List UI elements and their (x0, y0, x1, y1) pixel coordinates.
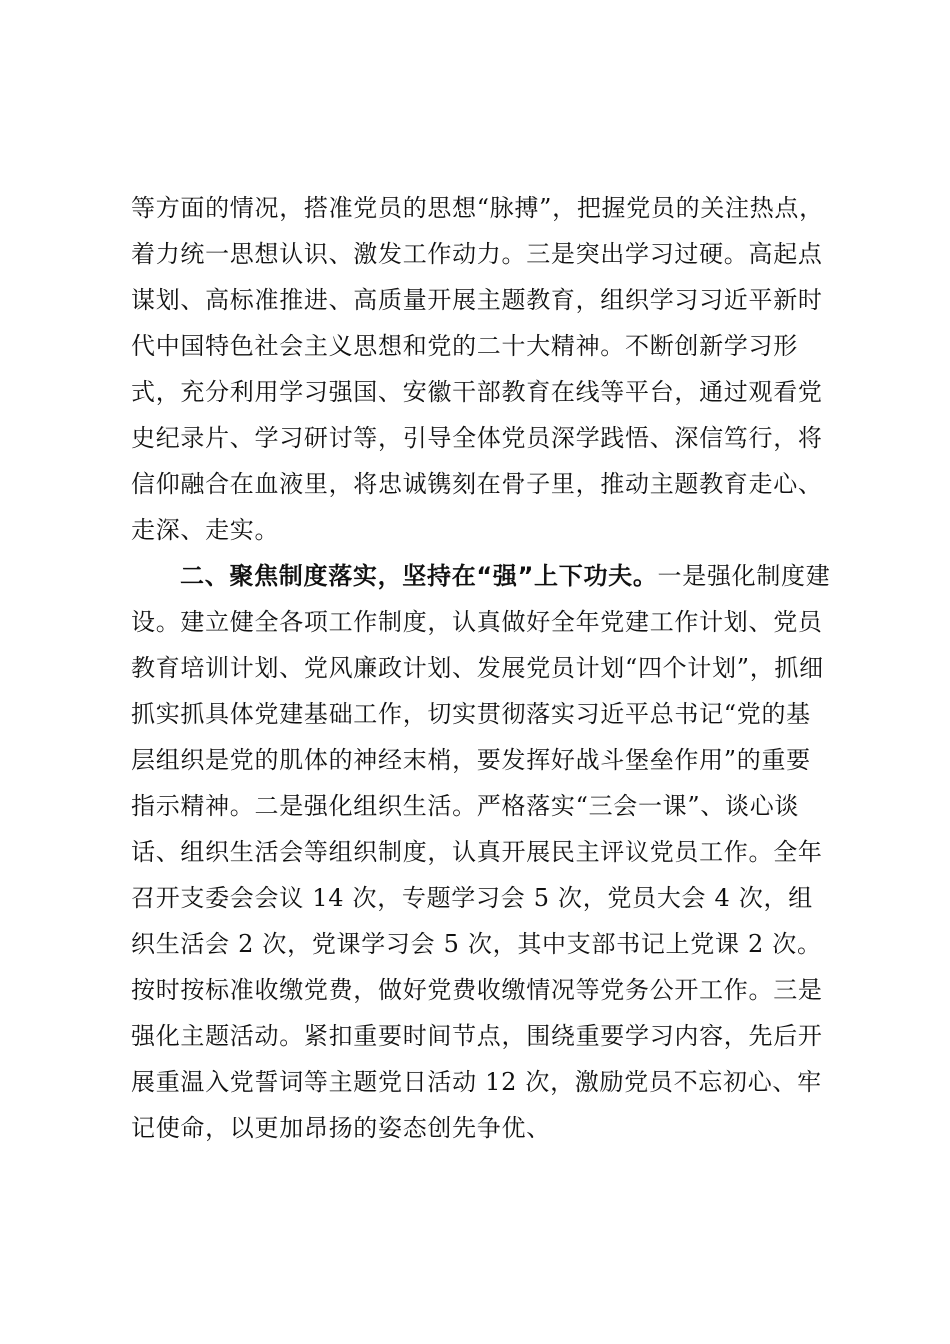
paragraph-continued (131, 185, 831, 553)
paragraph-section-two (131, 553, 831, 1151)
section-heading: 二、聚焦制度落实，坚持在“强”上下功夫。 (180, 562, 658, 590)
paragraph-1-text: 等方面的情况，搭准党员的思想“脉搏”，把握党员的关注热点，着力统一思想认识、激发工作动力。三是突出学习过硬。高起点谋划、高标准推进、高质量开展主题教育，组织学习习近平新时代中国特色社会主义思想和党的二十大精神。不断创新学习形式，充分利用学习强国、安徽干部教育在线等平台，通过观看党史纪录片、学习研讨等，引导全体党员深学践悟、深信笃行，将信仰融合在血液里，将忠诚镌刻在骨子里，推动主题教育走心、走深、走实。 (131, 194, 824, 544)
paragraph-2-text: 一是强化制度建设。建立健全各项工作制度，认真做好全年党建工作计划、党员教育培训计划、党风廉政计划、发展党员计划“四个计划”，抓细抓实抓具体党建基础工作，切实贯彻落实习近平总书记“党的基层组织是党的肌体的神经末梢，要发挥好战斗堡垒作用”的重要指示精神。二是强化组织生活。严格落实“三会一课”、谈心谈话、组织生活会等组织制度，认真开展民主评议党员工作。全年召开支委会会议 14 次，专题学习会 5 次，党员大会 4 次，组织生活会 2 次，党课学习会 5 次，其中支部书记上党课 2 次。按时按标准收缴党费，做好党费收缴情况等党务公开工作。三是强化主题活动。紧扣重要时间节点，围绕重要学习内容，先后开展重温入党誓词等主题党日活动 12 次，激励党员不忘初心、牢记使命，以更加昂扬的姿态创先争优、 (131, 562, 831, 1142)
body-text (131, 185, 831, 1151)
